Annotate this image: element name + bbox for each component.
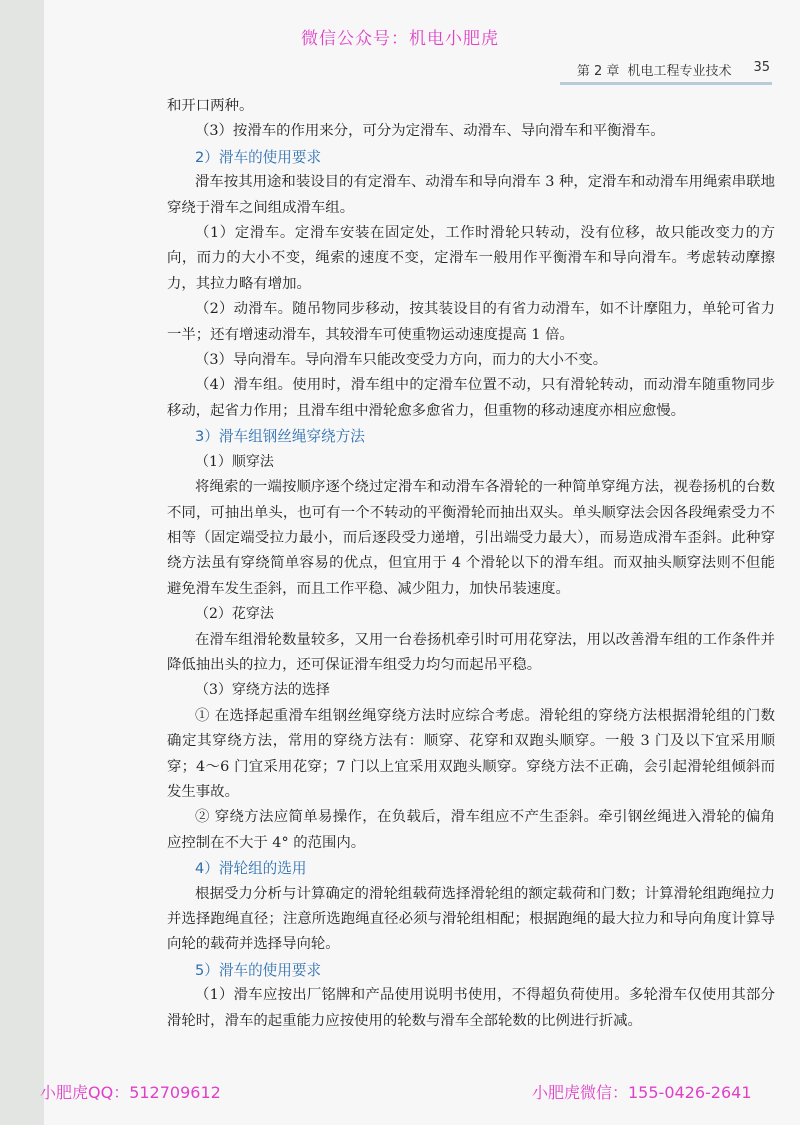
paragraph: 和开口两种。	[167, 98, 254, 114]
running-head	[560, 60, 770, 79]
paragraph: 将绳索的一端按顺序逐个绕过定滑车和动滑车各滑轮的一种简单穿绳方法，视卷扬机的台数不同，可抽出单头，也可有一个不转动的平衡滑轮而抽出双头。单头顺穿法会因各段绳索受力不相等（固定端受拉力最小，而后逐段受力递增，引出端受力最大），而易造成滑车歪斜。此种穿绕方法虽有穿绕简单容易的优点，但宜用于 4 个滑轮以下的滑车组。而双抽头顺穿法则不但能避免滑车发生歪斜，而且工作平稳、减少阻力，加快吊装速度。	[167, 479, 775, 597]
paragraph: （3）导向滑车。导向滑车只能改变受力方向，而力的大小不变。	[195, 352, 608, 369]
paragraph: （3）按滑车的作用来分，可分为定滑车、动滑车、导向滑车和平衡滑车。	[195, 123, 665, 140]
section-heading: 5）滑车的使用要求	[195, 961, 322, 979]
chapter-number: 第 2 章	[576, 64, 620, 79]
watermark-qq: 小肥虎QQ：512709612	[40, 1083, 221, 1102]
section-heading: 2）滑车的使用要求	[195, 148, 322, 166]
paragraph: （1）滑车应按出厂铭牌和产品使用说明书使用，不得超负荷使用。多轮滑车仅使用其部分滑轮时，滑车的起重能力应按使用的轮数与滑车全部轮数的比例进行折减。	[167, 987, 775, 1029]
page-number: 35	[753, 60, 770, 75]
paragraph: （2）动滑车。随吊物同步移动，按其装设目的有省力动滑车，如不计摩阻力，单轮可省力一半；还有增速动滑车，其较滑车可使重物运动速度提高 1 倍。	[167, 301, 775, 343]
watermark-top: 微信公众号：机电小肥虎	[301, 29, 499, 49]
paragraph: （4）滑车组。使用时，滑车组中的定滑车位置不动，只有滑轮转动，而动滑车随重物同步移动，起省力作用；且滑车组中滑轮愈多愈省力，但重物的移动速度亦相应愈慢。	[167, 377, 775, 419]
header-rule	[560, 82, 772, 85]
chapter-title: 机电工程专业技术	[627, 64, 732, 79]
subsection-heading: （3）穿绕方法的选择	[195, 682, 330, 699]
page-gutter	[0, 0, 44, 1125]
paragraph: ② 穿绕方法应简单易操作，在负载后，滑车组应不产生歪斜。牵引钢丝绳进入滑轮的偏角应控制在不大于 4° 的范围内。	[167, 809, 775, 851]
paragraph: 在滑车组滑轮数量较多，又用一台卷扬机牵引时可用花穿法，用以改善滑车组的工作条件并降低抽出头的拉力，还可保证滑车组受力均匀而起吊平稳。	[167, 631, 775, 673]
paragraph: 根据受力分析与计算确定的滑轮组载荷选择滑轮组的额定载荷和门数；计算滑轮组跑绳拉力并选择跑绳直径；注意所选跑绳直径必须与滑轮组相配；根据跑绳的最大拉力和导向角度计算导向轮的载荷并选择导向轮。	[167, 885, 775, 953]
paragraph: （1）定滑车。定滑车安装在固定处，工作时滑轮只转动，没有位移，故只能改变力的方向，而力的大小不变，绳索的速度不变，定滑车一般用作平衡滑车和导向滑车。考虑转动摩擦力，其拉力略有增加。	[167, 225, 775, 292]
section-heading: 3）滑车组钢丝绳穿绕方法	[195, 428, 365, 446]
body-text	[167, 94, 775, 1034]
section-heading: 4）滑轮组的选用	[195, 860, 307, 878]
subsection-heading: （1）顺穿法	[195, 453, 274, 470]
paragraph: 滑车按其用途和装设目的有定滑车、动滑车和导向滑车 3 种，定滑车和动滑车用绳索串联地穿绕于滑车之间组成滑车组。	[167, 174, 775, 216]
paragraph: ① 在选择起重滑车组钢丝绳穿绕方法时应综合考虑。滑轮组的穿绕方法根据滑轮组的门数确定其穿绕方法，常用的穿绕方法有：顺穿、花穿和双跑头顺穿。一般 3 门及以下宜采用顺穿；4～6 门宜采用花穿；7 门以上宜采用双跑头顺穿。穿绕方法不正确，会引起滑轮组倾斜而发生事故。	[167, 707, 775, 800]
subsection-heading: （2）花穿法	[195, 606, 274, 623]
watermark-wechat: 小肥虎微信：155-0426-2641	[532, 1083, 752, 1102]
